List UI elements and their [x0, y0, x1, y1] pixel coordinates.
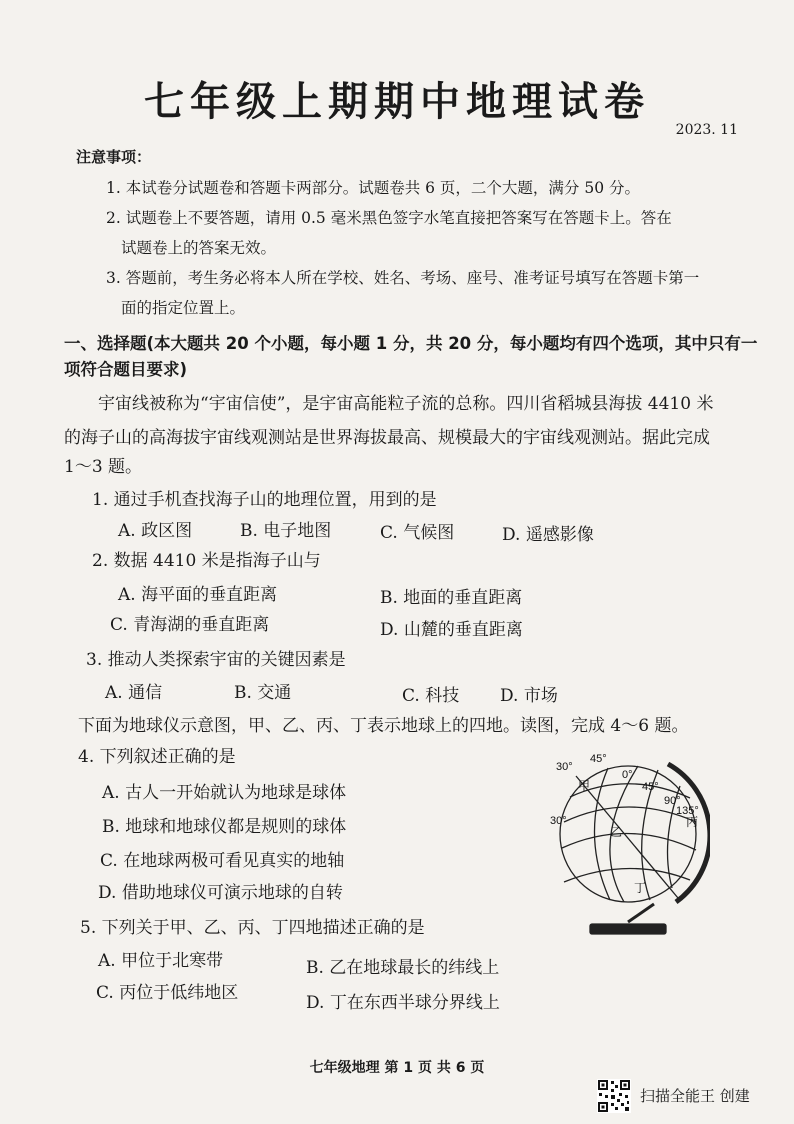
q1-option-a: A. 政区图 [118, 521, 193, 541]
q3-option-c: C. 科技 [402, 686, 460, 706]
q3-option-b: B. 交通 [234, 683, 292, 703]
notice-item-2: 2. 试题卷上不要答题，请用 0.5 毫米黑色签字水笔直接把答案写在答题卡上。答在 [106, 209, 672, 227]
notice-item-1: 1. 本试卷分试题卷和答题卡两部分。试题卷共 6 页，二个大题，满分 50 分。 [106, 179, 641, 197]
lat-label-mid: 30° [550, 815, 567, 827]
exam-date: 2023. 11 [675, 122, 738, 138]
passage1-line3: 1～3 题。 [64, 457, 143, 477]
q5-option-a: A. 甲位于北寒带 [98, 951, 224, 971]
point-yi: 乙 [610, 825, 623, 839]
q1-option-b: B. 电子地图 [240, 521, 332, 541]
q2-option-a: A. 海平面的垂直距离 [118, 585, 278, 605]
qr-code-icon [597, 1079, 631, 1113]
notice-heading: 注意事项： [76, 148, 152, 166]
notice-item-3: 3. 答题前，考生务必将本人所在学校、姓名、考场、座号、准考证号填写在答题卡第一 [106, 269, 700, 287]
q1-option-d: D. 遥感影像 [502, 525, 594, 545]
globe-diagram [550, 752, 710, 947]
q2-option-c: C. 青海湖的垂直距离 [110, 615, 270, 635]
section-heading: 一、选择题(本大题共 20 个小题，每小题 1 分，共 20 分，每小题均有四个选项，其中只有一 [64, 334, 758, 353]
lon-label-0: 0° [622, 769, 633, 781]
page-title: 七年级上期期中地理试卷 [144, 79, 650, 125]
globe-stand-arm [628, 904, 654, 922]
q4-option-a: A. 古人一开始就认为地球是球体 [102, 783, 347, 803]
q1-stem: 1. 通过手机查找海子山的地理位置，用到的是 [92, 490, 437, 510]
point-bing: 丙 [686, 815, 699, 829]
equator-line [562, 833, 696, 850]
lon-label-45-east: 45° [642, 781, 659, 793]
q4-option-d: D. 借助地球仪可演示地球的自转 [98, 883, 343, 903]
q3-stem: 3. 推动人类探索宇宙的关键因素是 [86, 650, 346, 670]
passage1-line2: 的海子山的高海拔宇宙线观测站是世界海拔最高、规模最大的宇宙线观测站。据此完成 [64, 428, 710, 448]
scanner-watermark: 扫描全能王 创建 [640, 1087, 750, 1105]
q2-stem: 2. 数据 4410 米是指海子山与 [92, 551, 321, 571]
lon-label-90: 90° [664, 795, 681, 807]
globe-base [590, 924, 666, 934]
q1-option-c: C. 气候图 [380, 523, 455, 543]
lat-label-top: 30° [556, 761, 573, 773]
q4-option-b: B. 地球和地球仪都是规则的球体 [102, 817, 347, 837]
q5-option-d: D. 丁在东西半球分界线上 [306, 993, 500, 1013]
q5-option-b: B. 乙在地球最长的纬线上 [306, 958, 500, 978]
passage1-line1: 宇宙线被称为“宇宙信使”，是宇宙高能粒子流的总称。四川省稻城县海拔 4410 米 [98, 394, 714, 414]
notice-item-3-cont: 面的指定位置上。 [121, 299, 246, 317]
q2-option-b: B. 地面的垂直距离 [380, 588, 523, 608]
earth-axis [576, 776, 678, 898]
lon-label-135: 135° [676, 805, 699, 817]
section-heading-cont: 项符合题目要求) [64, 360, 188, 379]
notice-item-2-cont: 试题卷上的答案无效。 [121, 239, 277, 257]
q5-option-c: C. 丙位于低纬地区 [96, 983, 239, 1003]
point-ding: 丁 [634, 881, 647, 895]
q3-option-d: D. 市场 [500, 686, 558, 706]
q4-option-c: C. 在地球两极可看见真实的地轴 [100, 851, 345, 871]
point-jia: 甲 [578, 779, 591, 793]
q4-stem: 4. 下列叙述正确的是 [78, 747, 236, 767]
latitude-line [564, 868, 690, 882]
q3-option-a: A. 通信 [105, 683, 163, 703]
q2-option-d: D. 山麓的垂直距离 [380, 620, 523, 640]
q5-stem: 5. 下列关于甲、乙、丙、丁四地描述正确的是 [80, 918, 425, 938]
lon-label-45-west: 45° [590, 753, 607, 765]
passage2: 下面为地球仪示意图，甲、乙、丙、丁表示地球上的四地。读图，完成 4～6 题。 [78, 716, 689, 736]
page-footer: 七年级地理 第 1 页 共 6 页 [309, 1060, 485, 1076]
